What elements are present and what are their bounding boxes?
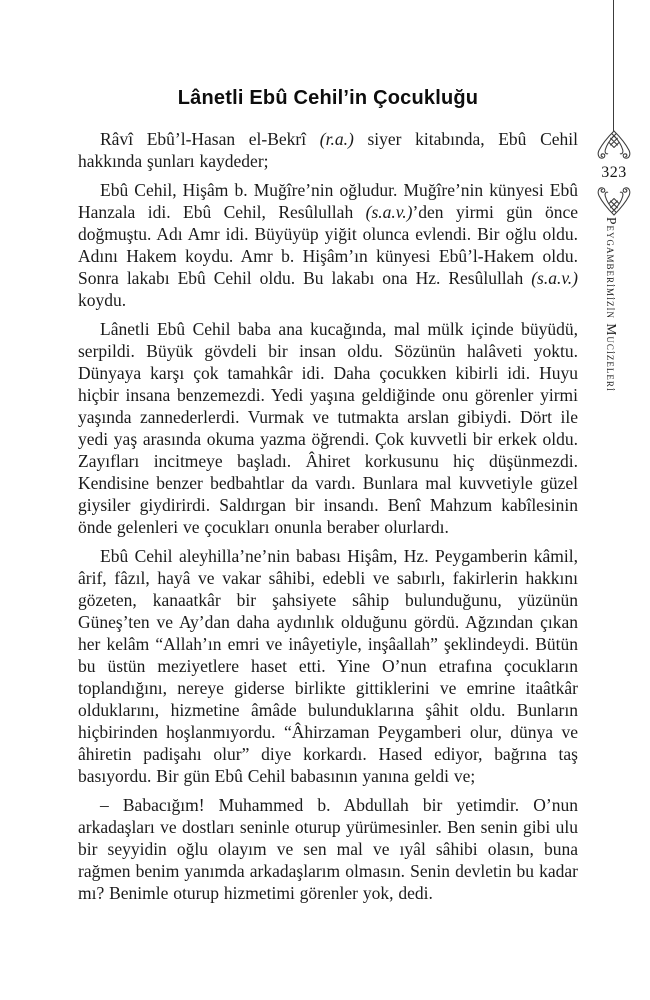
paragraph <box>78 128 578 172</box>
page-number: 323 <box>601 164 627 181</box>
paragraph-segment: – Babacığım! Muhammed b. Abdullah bir yetimdir. O’nun arkadaşları ve dostları seninle oturup yürümesinler. Ben senin gibi ulu bir seyyidin oğlu olayım ve sen mal ve ıyâl sâhibi olasın, buna rağmen benim yanımda arkadaşlarım olmasın. Senin devletin bu kadar mı? Benimle oturup hizmetimi görenler yok, dedi. <box>78 795 578 903</box>
paragraph-italic-segment: (r.a.) <box>319 129 354 149</box>
paragraph <box>78 794 578 904</box>
ornament-top-icon <box>594 130 634 163</box>
ornament-bottom-icon <box>594 183 634 216</box>
sidebar-rule <box>613 0 614 131</box>
body-paragraphs <box>78 128 578 904</box>
text-column <box>78 87 578 911</box>
paragraph <box>78 545 578 787</box>
paragraph <box>78 318 578 538</box>
paragraph-italic-segment: (s.a.v.) <box>531 268 578 288</box>
paragraph-segment: ’den yirmi gün önce doğmuştu. Adı Amr idi. Büyüyüp yiğit olunca evlendi. Bir oğlu oldu. Adını Hakem koydu. Amr b. Hişâm’ın künyesi Ebû’l-Hakem oldu. Sonra lakabı Ebû Cehil oldu. Bu lakabı ona Hz. Resûlullah <box>78 202 578 288</box>
paragraph-segment: Râvî Ebû’l-Hasan el-Bekrî <box>100 129 320 149</box>
chapter-title: Lânetli Ebû Cehil’in Çocukluğu <box>177 87 479 109</box>
paragraph-segment: Lânetli Ebû Cehil baba ana kucağında, mal mülk içinde büyüdü, serpildi. Büyük gövdeli bir insan oldu. Sözünün halâveti yoktu. Dünyaya karşı çok tamahkâr idi. Daha çocukken kibirli idi. Huyu hiçbir insana benzemezdi. Yedi yaşına geldiğinde onu görenler yirmi yaşında zannederlerdi. Vurmak ve tutmakta arslan gibiydi. Dört ile yedi yaş arasında okuma yazma öğrendi. Çok kuvvetli bir erkek oldu. Zayıfları incitmeye başladı. Âhiret korkusunu hiç düşünmezdi. Kendisine benzer bedbahtlar da vardı. Bunlara mal kuvvetiyle güzel giysiler giydirirdi. Saldırgan bir insandı. Benî Mahzum kabîlesinin önde gelenleri ve çocukları onunla beraber olurlardı. <box>78 319 578 537</box>
paragraph <box>78 179 578 311</box>
page-number-ornament-block <box>594 130 634 216</box>
paragraph-segment: Ebû Cehil aleyhilla’ne’nin babası Hişâm, Hz. Peygamberin kâmil, ârif, fâzıl, hayâ ve vakar sâhibi, edebli ve sabırlı, fakirlerin hakkını gözeten, kanaatkâr bir şahsiyete sâhip bulunduğunu, yüzünün Güneş’ten ve Ay’dan daha aydınlık olduğunu gördü. Ağzından çıkan her kelâm “Allah’ın emri ve inâyetiyle, inşâallah” şeklindeydi. Bütün bu üstün meziyetlere haset etti. Yine O’nun etrafına çocukların toplandığını, nereye giderse birlikte gittiklerini ve emrine itaâtkâr olduklarını, hizmetine âmâde bulunduklarına şâhit oldu. Bunların hiçbirinden hoşlanmıyordu. “Âhirzaman Peygamberi olur, dünya ve âhiretin padişahı olur” diye korkardı. Hased ediyor, bağrına taş basıyordu. Bir gün Ebû Cehil babasının yanına geldi ve; <box>78 546 578 786</box>
paragraph-segment: siyer kitabında, Ebû Cehil hakkında şunları kaydeder; <box>78 129 578 171</box>
paragraph-italic-segment: (s.a.v.) <box>365 202 413 222</box>
book-section-title-vertical: Peygamberimizin Mucizeleri <box>604 217 619 392</box>
paragraph-segment: Ebû Cehil, Hişâm b. Muğîre’nin oğludur. Muğîre’nin künyesi Ebû Hanzala idi. Ebû Cehil, Resûlullah <box>78 180 578 222</box>
paragraph-segment: koydu. <box>78 290 127 310</box>
